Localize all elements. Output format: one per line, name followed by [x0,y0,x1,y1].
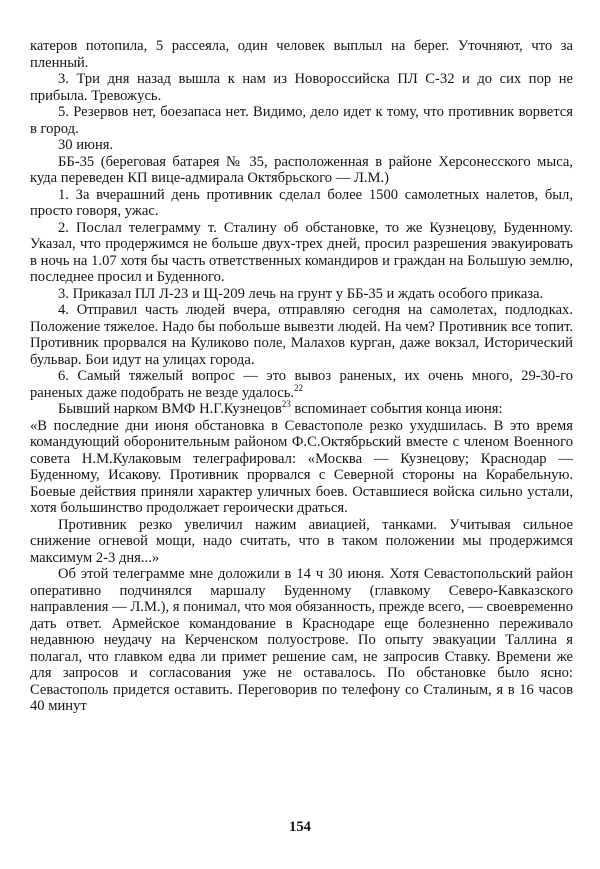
page-number: 154 [289,819,311,835]
intro-paragraph [30,401,573,418]
quote-paragraph-1: «В последние дни июня обстановка в Севастополе резко ухудшилась. В это время командующий оборонительным районом Ф.С.Октябрьский вместе с членом Военного совета Н.М.Кулаковым телеграфировал: «Москва — Кузнецову; Краснодар — Буденному, Исакову. Противник прорвался с Северной стороны на Корабельную. Боевые действия приняли характер уличных боев. Оставшиеся войска сильно устали, хотя большинство продолжает героически драться. [30,417,573,516]
quote-paragraph-2: Противник резко увеличил нажим авиацией, танками. Учитывая сильное снижение огневой мощи, надо считать, что в таком положении мы продержимся максимум 2-3 дня...» [30,516,573,566]
paragraph-item-6 [30,368,573,401]
footnote-ref-23: 23 [281,399,291,410]
footnote-ref-22: 22 [294,382,304,393]
paragraph-3: 5. Резервов нет, боезапаса нет. Видимо, дело идет к тому, что противник ворвется в город. [30,104,573,137]
paragraph-item-1: 1. За вчерашний день противник сделал более 1500 самолетных налетов, был, просто говоря, ужас. [30,186,573,219]
paragraph-item-2: 2. Послал телеграмму т. Сталину об обстановке, то же Кузнецову, Буденному. Указал, что продержимся не больше двух-трех дней, просил разрешения эвакуировать в ночь на 1.07 хотя бы часть ответственных командиров и граждан на Большую землю, последнее просил и Буденного. [30,219,573,285]
paragraph-2: 3. Три дня назад вышла к нам из Новороссийска ПЛ С-32 и до сих пор не прибыла. Тревожусь. [30,71,573,104]
paragraph-item-6-text: 6. Самый тяжелый вопрос — это вывоз раненых, их очень много, 29-30-го раненых даже подобрать не везде удалось. [30,368,573,401]
paragraph-1: катеров потопила, 5 рассеяла, один человек выплыл на берег. Уточняют, что за пленный. [30,38,573,71]
date-heading: 30 июня. [58,137,114,153]
page-body [30,38,573,715]
paragraph-bb35: ББ-35 (береговая батарея № 35, расположенная в районе Херсонесского мыса, куда переведен КП вице-адмирала Октябрьского — Л.М.) [30,153,573,186]
intro-text-after: вспоминает события конца июня: [290,401,503,417]
paragraph-item-3: 3. Приказал ПЛ Л-23 и Щ-209 лечь на грунт у ББ-35 и ждать особого приказа. [58,285,544,302]
intro-text-before: Бывший нарком ВМФ Н.Г.Кузнецов [58,401,282,417]
quote-paragraph-3: Об этой телеграмме мне доложили в 14 ч 30 июня. Хотя Севастопольский район оперативно подчинялся маршалу Буденному (главкому Северо-Кавказского направления — Л.М.), я понимал, что моя обязанность, прежде всего, — своевременно дать ответ. Армейское командование в Краснодаре еще болезненно переживало недавнюю неудачу на Керченском полуострове. По опыту эвакуации Таллина я полагал, что главком едва ли примет решение сам, не запросив Ставку. Времени же для запросов и согласования уже не оставалось. По обстановке было ясно: Севастополь придется оставить. Переговорив по телефону со Сталиным, я в 16 часов 40 минут [30,566,573,714]
paragraph-item-4: 4. Отправил часть людей вчера, отправляю сегодня на самолетах, подлодках. Положение тяжелое. Надо бы побольше вывезти людей. На чем? Противник все топит. Противник прорвался на Куликово поле, Малахов курган, даже вокзал, Исторический бульвар. Бои идут на улицах города. [30,302,573,368]
